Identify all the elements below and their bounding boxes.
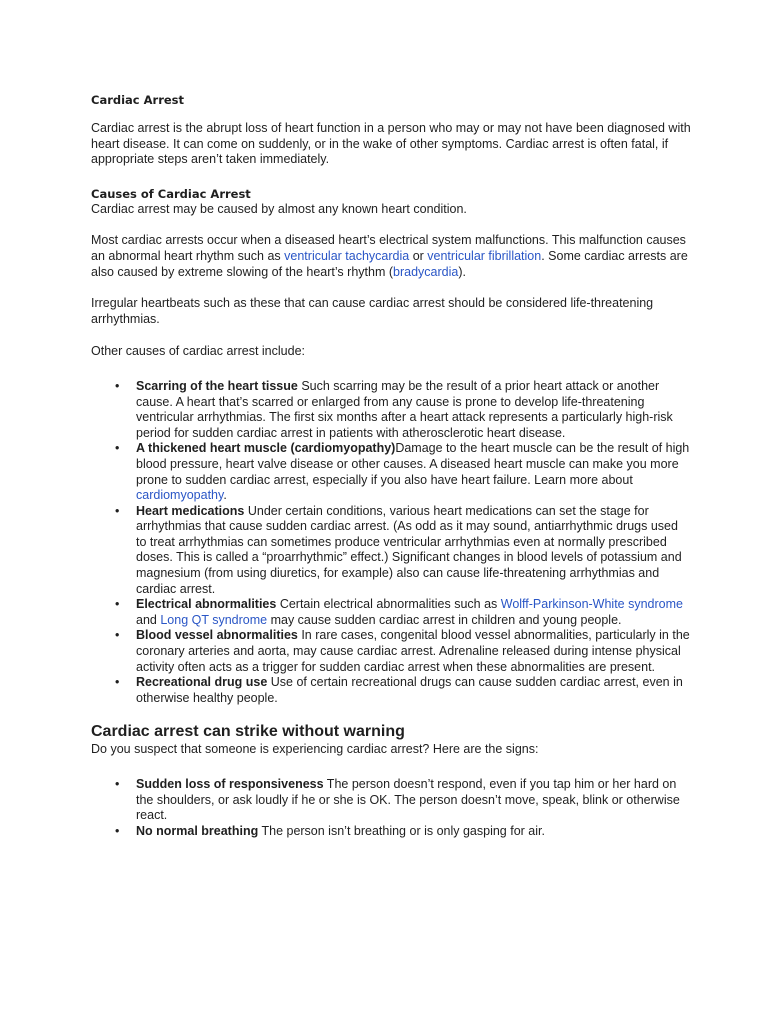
item-title: Sudden loss of responsiveness: [136, 777, 324, 791]
item-title: Blood vessel abnormalities: [136, 628, 298, 643]
causes-heading: Causes of Cardiac Arrest: [91, 186, 251, 201]
bullet-icon: •: [115, 777, 120, 791]
item-text-end: may cause sudden cardiac arrest in children and young people.: [267, 612, 622, 627]
page-title: Cardiac Arrest: [91, 93, 185, 107]
list-item: [91, 441, 691, 503]
item-title: A thickened heart muscle (cardiomyopathy): [136, 441, 396, 456]
warning-heading: Cardiac arrest can strike without warning: [91, 723, 405, 741]
other-causes-intro: Other causes of cardiac arrest include:: [91, 344, 305, 359]
item-title: Recreational drug use: [136, 675, 268, 690]
item-text-end: .: [223, 488, 227, 503]
item-title: No normal breathing: [136, 823, 259, 838]
item-title: Electrical abnormalities: [136, 597, 277, 612]
para2-text-3: . Some cardiac arrests are also caused by extreme slowing of the heart’s rhythm (: [91, 248, 688, 279]
causes-line: Cardiac arrest may be caused by almost any known heart condition.: [91, 201, 467, 216]
electrical-paragraph: [91, 233, 691, 280]
item-text: Such scarring may be the result of a prior heart attack or another cause. A heart that’s scarred or enlarged from any cause is prone to develop life-threatening ventricular arrhythmias. The first six months after a heart attack represents a particularly high-risk period for sudden cardiac arrest in patients with atherosclerotic heart disease.: [136, 378, 673, 440]
item-text: Under certain conditions, various heart medications can set the stage for arrhythmias that cause sudden cardiac arrest. (As odd as it may sound, antiarrhythmic drugs used to treat arrhythmias can sometimes produce ventricular arrhythmias even at normally prescribed doses. This is called a “proarrhythmic” effect.) Significant changes in blood levels of potassium and magnesium (from using diuretics, for example) also can cause life-threatening arrhythmias and cardiac arrest.: [136, 503, 682, 596]
link-cardiomyopathy[interactable]: cardiomyopathy: [136, 488, 224, 503]
item-text: Certain electrical abnormalities such as: [276, 597, 501, 612]
item-text: In rare cases, congenital blood vessel abnormalities, particularly in the coronary arteries and aorta, may cause cardiac arrest. Adrenaline released during intense physical activity often acts as a trigger for sudden cardiac arrest when these abnormalities are present.: [136, 628, 690, 674]
list-item: [91, 597, 691, 628]
intro-paragraph: Cardiac arrest is the abrupt loss of heart function in a person who may or may not have been diagnosed with heart disease. It can come on suddenly, or in the wake of other symptoms. Cardiac arrest is often fatal, if appropriate steps aren’t taken immediately.: [91, 121, 691, 167]
warning-line: Do you suspect that someone is experiencing cardiac arrest? Here are the signs:: [91, 742, 539, 757]
list-item: [91, 504, 691, 598]
item-text: Damage to the heart muscle can be the result of high blood pressure, heart valve disease or other causes. A diseased heart muscle can make you more prone to sudden cardiac arrest, especially if you also have heart failure. Learn more about: [136, 441, 690, 487]
item-title: Heart medications: [136, 503, 245, 518]
list-item: [91, 675, 691, 706]
list-item: [91, 379, 691, 441]
causes-list: [91, 379, 691, 706]
para2-text-1: Most cardiac arrests occur when a diseased heart’s electrical system malfunctions. This malfunction causes an abnormal heart rhythm such as: [91, 233, 686, 263]
bullet-icon: •: [115, 503, 120, 518]
list-item: [91, 824, 691, 840]
para2-text-4: ).: [458, 264, 466, 279]
link-long-qt-syndrome[interactable]: Long QT syndrome: [160, 612, 268, 627]
bullet-icon: •: [115, 675, 120, 690]
document-page: [91, 92, 691, 839]
link-bradycardia[interactable]: bradycardia: [393, 264, 459, 279]
item-text: The person isn’t breathing or is only gasping for air.: [258, 823, 545, 838]
para2-text-2: or: [409, 248, 428, 263]
bullet-icon: •: [115, 628, 120, 643]
signs-list: [91, 777, 691, 839]
bullet-icon: •: [115, 378, 120, 393]
item-text-mid: and: [136, 612, 161, 627]
link-ventricular-tachycardia[interactable]: ventricular tachycardia: [284, 248, 410, 263]
item-text: The person doesn’t respond, even if you tap him or her hard on the shoulders, or ask loudly if he or she is OK. The person doesn’t move, speak, blink or otherwise react.: [136, 777, 680, 823]
bullet-icon: •: [115, 441, 120, 456]
list-item: [91, 777, 691, 824]
item-title: Scarring of the heart tissue: [136, 378, 298, 393]
arrhythmia-paragraph: Irregular heartbeats such as these that can cause cardiac arrest should be considered life-threatening arrhythmias.: [91, 296, 654, 326]
bullet-icon: •: [115, 597, 120, 612]
list-item: [91, 628, 691, 675]
item-text: Use of certain recreational drugs can cause sudden cardiac arrest, even in otherwise healthy people.: [136, 675, 683, 705]
link-wolff-parkinson-white[interactable]: Wolff-Parkinson-White syndrome: [500, 597, 683, 612]
link-ventricular-fibrillation[interactable]: ventricular fibrillation: [427, 248, 542, 263]
bullet-icon: •: [115, 823, 120, 838]
